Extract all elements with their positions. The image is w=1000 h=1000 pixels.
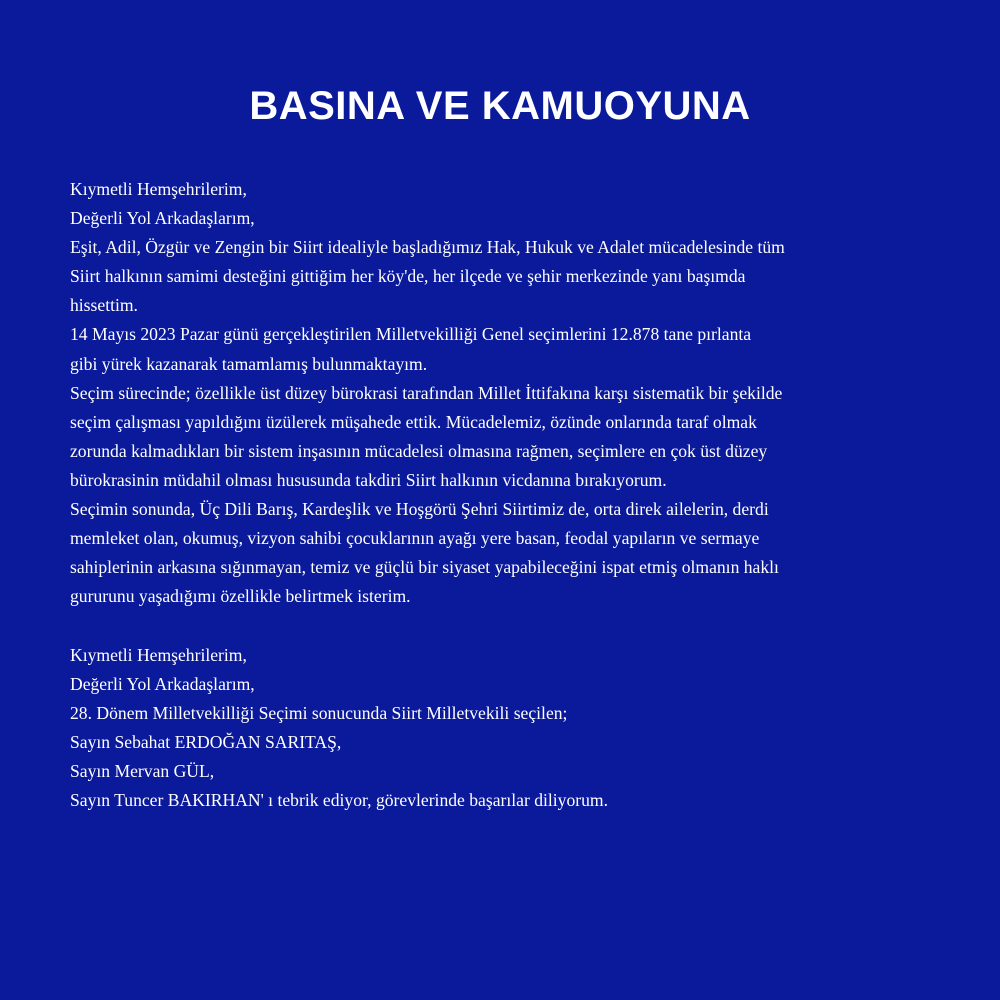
paragraph-line: Sayın Mervan GÜL, [70,760,215,781]
paragraph-spacer [70,611,940,640]
paragraph-line: seçim çalışması yapıldığını üzülerek müşahede ettik. Mücadelemiz, özünde onlarında taraf olmak [70,411,757,432]
page-title: BASINA VE KAMUOYUNA [249,84,751,128]
paragraph-line: 14 Mayıs 2023 Pazar günü gerçekleştirilen Milletvekilliği Genel seçimlerini 12.878 tane pırlanta [70,324,752,345]
paragraph-line: Siirt halkının samimi desteğini gittiğim her köy'de, her ilçede ve şehir merkezinde yanı başımda [70,266,746,287]
paragraph-line: sahiplerinin arkasına sığınmayan, temiz ve güçlü bir siyaset yapabileceğini ispat etmiş olmanın haklı [70,557,779,578]
paragraph-line: Değerli Yol Arkadaşlarım, [70,208,255,229]
paragraph-line: 28. Dönem Milletvekilliği Seçimi sonucunda Siirt Milletvekili seçilen; [70,702,568,723]
paragraph-line: Sayın Sebahat ERDOĞAN SARITAŞ, [70,731,342,752]
paragraph-line: Kıymetli Hemşehrilerim, [70,179,247,199]
paragraph-line: memleket olan, okumuş, vizyon sahibi çocuklarının ayağı yere basan, feodal yapıların ve sermaye [70,528,760,549]
paragraph-line: Eşit, Adil, Özgür ve Zengin bir Siirt idealiyle başladığımız Hak, Hukuk ve Adalet mücadelesinde tüm [70,237,785,258]
paragraph-line: Seçim sürecinde; özellikle üst düzey bürokrasi tarafından Millet İttifakına karşı sistematik bir şekilde [70,382,783,403]
paragraph-line: Sayın Tuncer BAKIRHAN' ı tebrik ediyor, görevlerinde başarılar diliyorum. [70,789,609,810]
paragraph-line: hissettim. [70,295,138,316]
paragraph-line: bürokrasinin müdahil olması hususunda takdiri Siirt halkının vicdanına bırakıyorum. [70,469,667,490]
paragraph-line: Kıymetli Hemşehrilerim, [70,644,247,665]
paragraph-line: gururunu yaşadığımı özellikle belirtmek isterim. [70,586,411,607]
paragraph-line: zorunda kalmadıkları bir sistem inşasının mücadelesi olmasına rağmen, seçimlere en çok üst düzey [70,440,768,461]
statement-body [70,175,940,815]
paragraph-line: gibi yürek kazanarak tamamlamış bulunmaktayım. [70,353,428,374]
paragraph-line: Seçimin sonunda, Üç Dili Barış, Kardeşlik ve Hoşgörü Şehri Siirtimiz de, orta direk ailelerin, derdi [70,499,769,520]
paragraph-line: Değerli Yol Arkadaşlarım, [70,673,255,694]
